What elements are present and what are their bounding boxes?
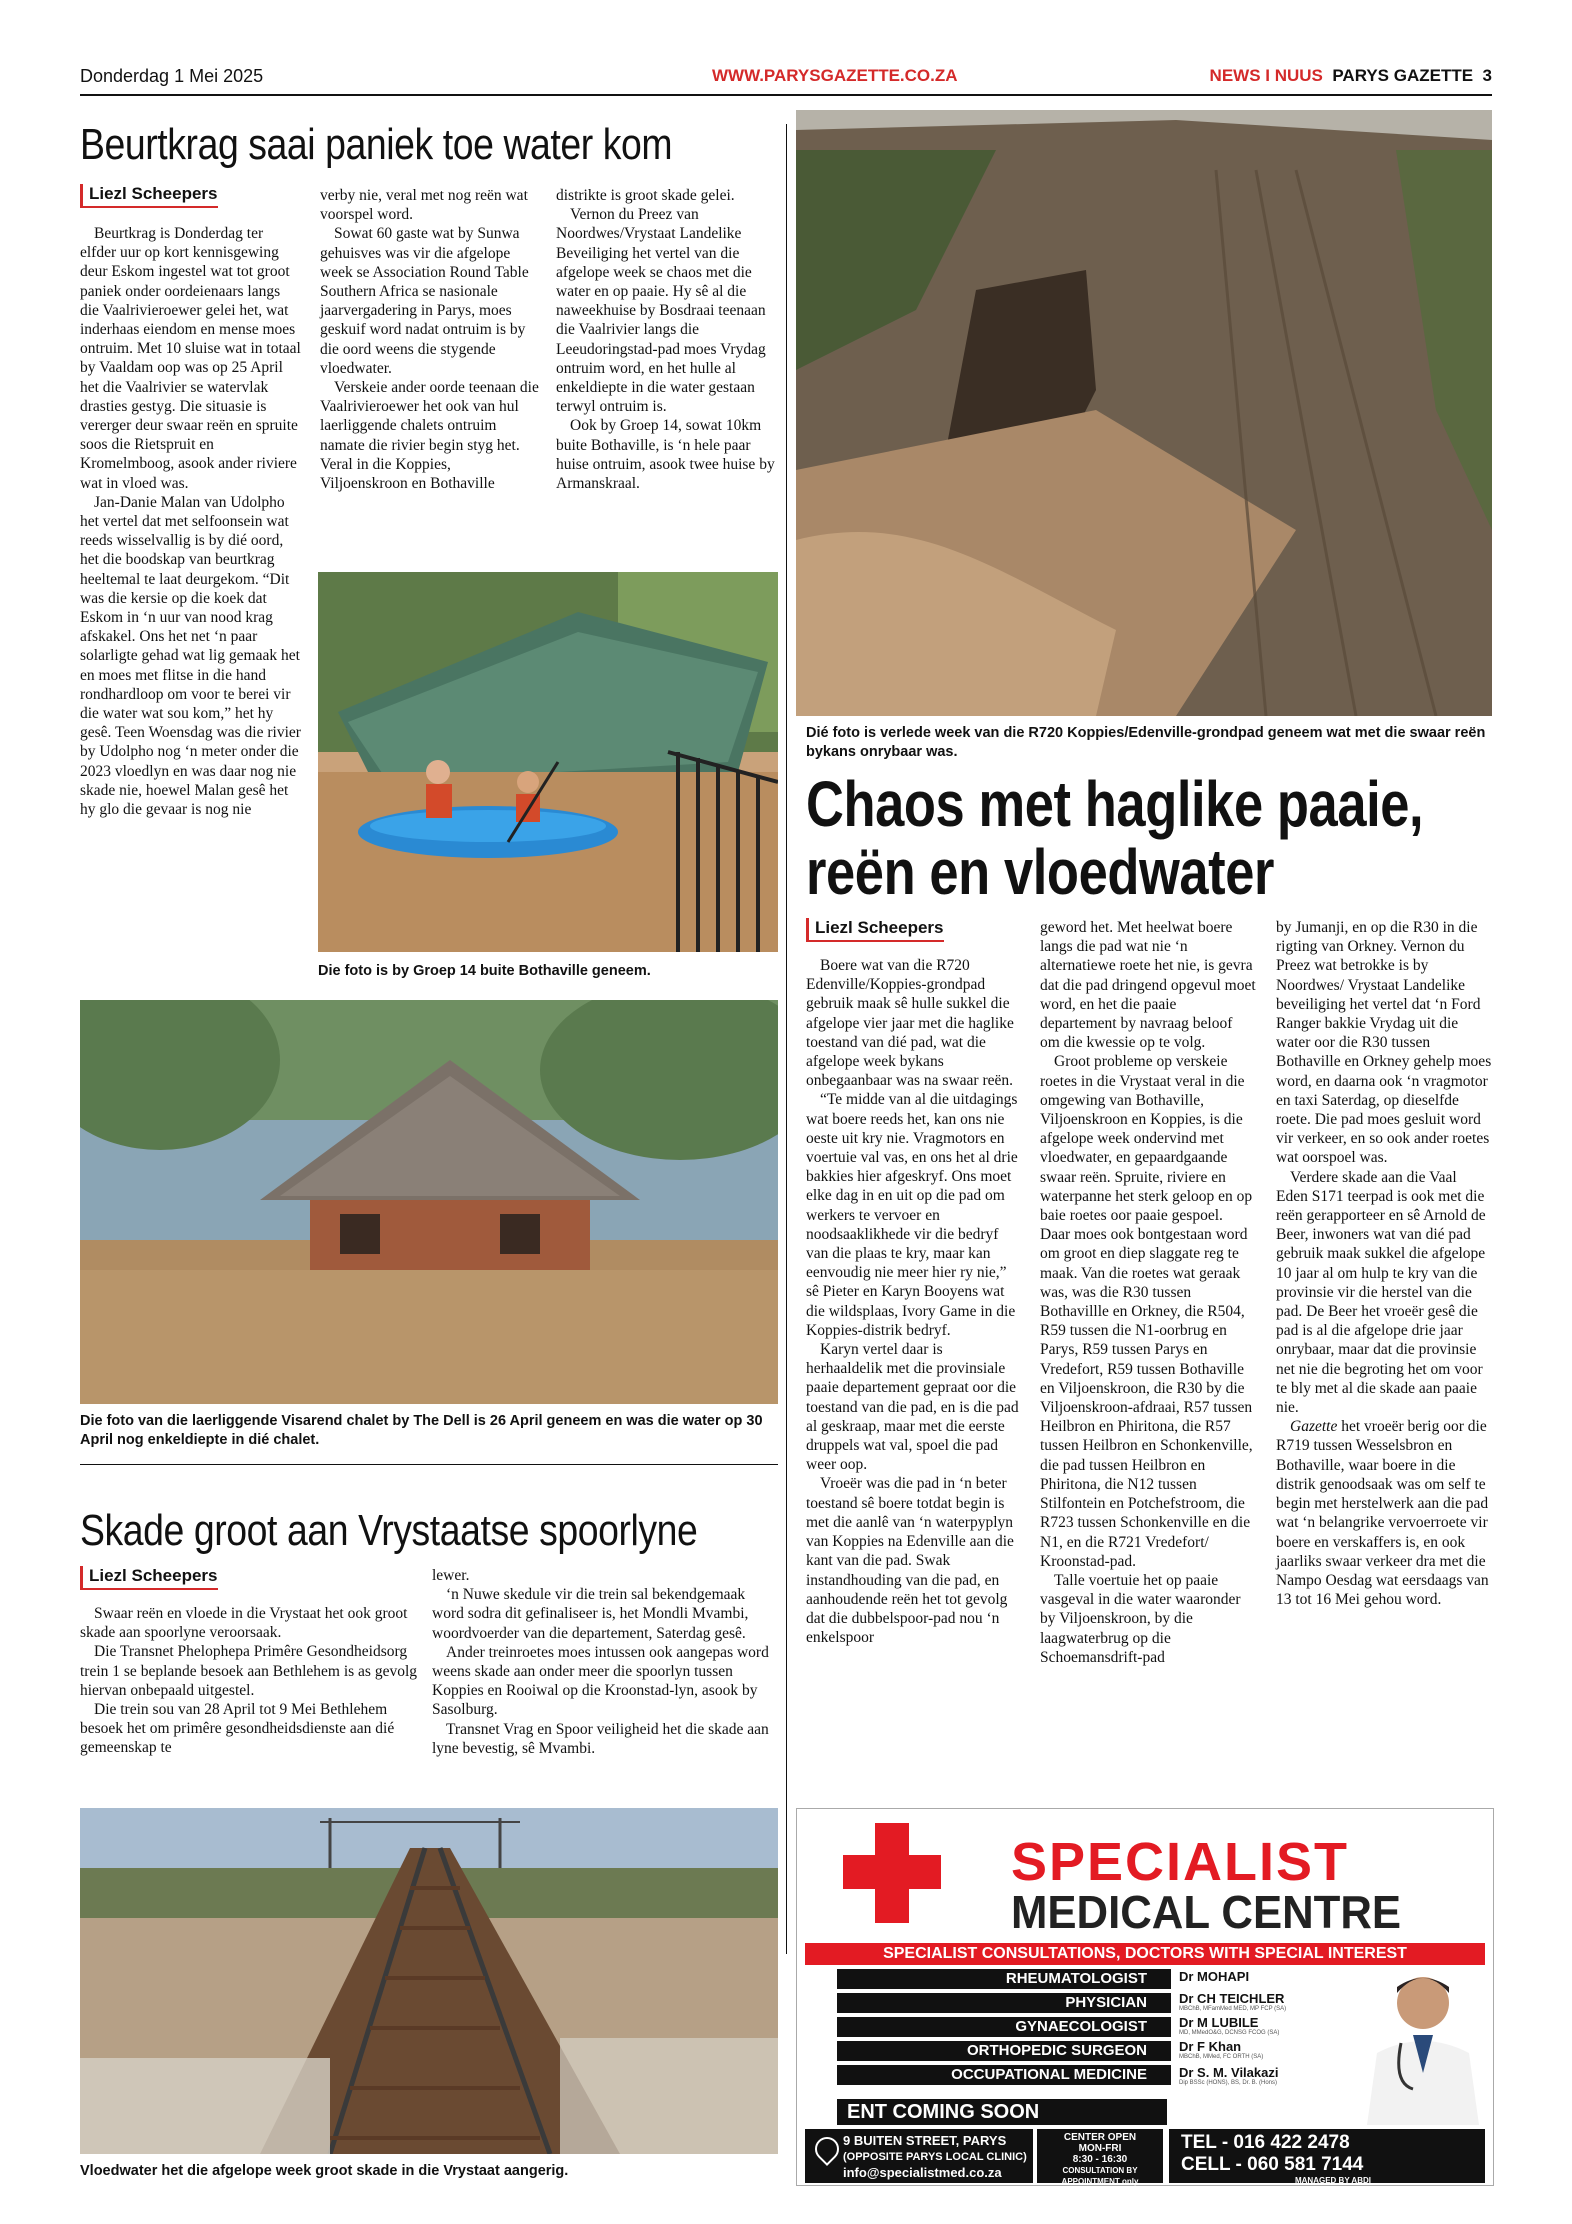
doctor-name: Dr MOHAPI	[1179, 1969, 1250, 1984]
ad-cell[interactable]: CELL - 060 581 7144	[1181, 2154, 1364, 2175]
paragraph: Ander treinroetes moes intussen ook aangepas word weens skade aan onder meer die spoorlyn tussen Koppies en Rooiwal op die Kroonstad-lyn, asook by Sasolburg.	[432, 1643, 769, 1719]
article2-byline: Liezl Scheepers	[80, 1566, 218, 1590]
ad-hours	[1037, 2129, 1163, 2186]
doctor-name: Dr F Khan	[1179, 2039, 1242, 2054]
gazette-italic: Gazette	[1290, 1418, 1338, 1436]
road-caption: Dié foto is verlede week van die R720 Koppies/Edenville-grondpad geneem wat met die swaar reën bykans onrybaar was.	[806, 725, 1486, 760]
article1-col2	[320, 186, 542, 493]
article1-byline: Liezl Scheepers	[80, 184, 218, 208]
ent-notice: ENT COMING SOON	[837, 2099, 1167, 2125]
paragraph: Karyn vertel daar is herhaaldelik met die provinsiale paaie departement gepraat oor die toestand van die pad, en is die pad al geskraap, maar met die eerste druppels wat val, spoel die pad weer oop.	[806, 1341, 1019, 1474]
article3-col2	[1040, 918, 1256, 1667]
address-line1: 9 BUITEN STREET, PARYS	[843, 2133, 1007, 2148]
doctor-2	[1179, 1991, 1286, 2012]
article1-headline: Beurtkrag saai paniek toe water kom	[80, 120, 673, 169]
section-label: NEWS I NUUS	[1209, 66, 1323, 85]
paragraph: Boere wat van die R720 Edenville/Koppies-grondpad gebruik maak sê hulle sukkel die afgelope vier jaar met die haglike toestand van dié pad, wat die afgelope week bykans onbegaanbaar was na swaar reën.	[806, 957, 1014, 1090]
paragraph: Vroeër was die pad in ‘n beter toestand sê boere totdat begin is met die aanlê van ‘n waterpyplyn van Koppies na Edenville aan die kant van die pad. Swak instandhouding van die pad, en aanhoudende reën het tot gevolg dat die dubbelspoor-pad nou ‘n enkelspoor	[806, 1475, 1014, 1647]
specialty-5: OCCUPATIONAL MEDICINE	[837, 2065, 1171, 2085]
paragraph	[1276, 1417, 1492, 1609]
article2-headline: Skade groot aan Vrystaatse spoorlyne	[80, 1506, 698, 1555]
hours-line: 8:30 - 16:30	[1072, 2154, 1128, 2165]
hours-line: APPOINTMENT only	[1061, 2177, 1139, 2186]
doctor-quals: MD, MMedO&G, DCNSG FCOG (SA)	[1179, 2030, 1280, 2036]
paragraph: Ook by Groep 14, sowat 10km buite Bothaville, is ‘n hele paar huise ontruim, asook twee huise by Armanskraal.	[556, 417, 775, 493]
specialty-2: PHYSICIAN	[837, 1993, 1171, 2013]
kayak-caption: Die foto is by Groep 14 buite Bothaville geneem.	[318, 963, 651, 979]
kayak-photo	[318, 572, 778, 952]
doctor-name: Dr CH TEICHLER	[1179, 1991, 1285, 2006]
paper-name: PARYS GAZETTE	[1332, 66, 1474, 85]
paragraph: geword het. Met heelwat boere langs die pad wat nie ‘n alternatiewe roete het nie, is gevra dat die pad dringend opgevul moet word, en het die paaie departement by navraag beloof om die kwessie op te volg.	[1040, 919, 1256, 1052]
website-link[interactable]: WWW.PARYSGAZETTE.CO.ZA	[712, 66, 958, 85]
doctor-4	[1179, 2039, 1263, 2060]
paragraph: Jan-Danie Malan van Udolpho het vertel dat met selfoonsein wat reeds wisselvallig is by dié oord, het die boodskap van beurtkrag heeltemal te laat deurgekom. “Dit was die kersie op die koek dat Eskom in ‘n uur van nood krag afskakel. Ons het net ‘n paar solarligte gehad wat lig gemaak het en moes met flitse in die hand rondhardloop om voor te berei vir die water wat sou kom,” het hy gesê. Teen Woensdag was die rivier by Udolpho nog ‘n meter onder die 2023 vloedlyn en was daar nog nie skade nie, hoewel Malan gesê het hy glo die gevaar is nog nie	[80, 493, 301, 819]
article1-col1	[80, 224, 302, 819]
hours-line: CONSULTATION BY	[1062, 2166, 1138, 2175]
ad-band: SPECIALIST CONSULTATIONS, DOCTORS WITH SPECIAL INTEREST	[805, 1943, 1485, 1965]
hours-line: MON-FRI	[1078, 2143, 1122, 2154]
header-rule	[80, 94, 1492, 96]
article3-headline	[806, 770, 1423, 906]
doctor-figure	[1357, 1963, 1487, 2125]
paragraph: by Jumanji, en op die R30 in die rigting van Orkney. Vernon du Preez wat betrokke is by Noordwes/ Vrystaat Landelike beveiliging het vertel dat ‘n Ford Ranger bakkie Vrydag uit die water oor die R30 tussen Bothaville en Orkney gehelp moes word, en daarna ook ‘n vragmotor en taxi Saterdag, op dieselfde roete. Die pad moes gesluit word vir verkeer, en so ook ander roetes wat oorspoel was.	[1276, 919, 1492, 1167]
article1-col3	[556, 186, 778, 493]
chalet-photo	[80, 1000, 778, 1404]
ad-email[interactable]: info@specialistmed.co.za	[843, 2165, 1002, 2180]
doctor-5	[1179, 2065, 1278, 2086]
railway-caption: Vloedwater het die afgelope week groot skade in die Vrystaat aangerig.	[80, 2163, 569, 2179]
paragraph: Verdere skade aan die Vaal Eden S171 teerpad is ook met die reën gerapporteer en sê Arnold de Beer, inwoners wat van dié pad gebruik maak sukkel die afgelope 10 jaar al om hulp te kry van die provinsie vir die herstel van die pad. De Beer het vroeër gesê die pad is al die afgelope drie jaar onrybaar, maar dat die provinsie net nie die begroting het om voor te bly met al die skade aan paaie nie.	[1276, 1168, 1486, 1417]
paragraph-rest: het vroeër berig oor die R719 tussen Wesselsbron en Bothaville, waar boere in die distrik genoodsaak was om self te begin met herstelwerk aan die pad wat ‘n belangrike vervoerroete vir boere en verskaffers is, en ook jaarliks swaar verkeer dra met die Nampo Oesdag wat eersdaags van 13 tot 16 Mei gehou word.	[1276, 1418, 1489, 1609]
doctor-quals: Dip BSSc (HONS), BS, Dr. B. (Hons)	[1179, 2080, 1278, 2086]
doctor-name: Dr S. M. Vilakazi	[1179, 2065, 1279, 2080]
doctor-name: Dr M LUBILE	[1179, 2015, 1259, 2030]
paragraph: Transnet Vrag en Spoor veiligheid het die skade aan lyne bevestig, sê Mvambi.	[432, 1720, 769, 1757]
location-pin-icon	[810, 2132, 844, 2166]
paragraph: Groot probleme op verskeie roetes in die Vrystaat veral in die omgewing van Bothaville, Viljoenskroon en Koppies, is die afgelope week ondervind met vloedwater, en gepaardgaande swaar reën. Spruite, riviere en waterpanne het sterk geloop en op baie roetes oor paaie gespoel. Daar moes ook bontgestaan word om groot en diep slaggate reg te maak. Van die roetes wat geraak was, was die R30 tussen Bothavillle en Orkney, die R504, R59 tussen die N1-oorbrug en Parys, R59 tussen Parys en Vredefort, R59 tussen Bothaville en Viljoenskroon, die R30 by die Viljoenskroon-afdraai, R57 tussen Heilbron en Phiritona, die R57 tussen Heilbron en Schonkenville, die pad tussen Heilbron en Phiritona, die N12 tussen Stilfontein en Potchefstroom, die R723 tussen Schonkenville en die N1, en die R721 Vredefort/ Kroonstad-pad.	[1040, 1053, 1253, 1570]
ad-title1: SPECIALIST	[1011, 1832, 1350, 1892]
paragraph: Sowat 60 gaste wat by Sunwa gehuisves was vir die afgelope week se Association Round Table Southern Africa se nasionale jaarvergadering in Parys, moes geskuif word nadat ontruim is by die oord weens die stygende vloedwater.	[320, 225, 529, 377]
paragraph: ‘n Nuwe skedule vir die trein sal bekendgemaak word sodra dit gefinaliseer is, het Mondli Mvambi, woordvoerder van die departement, Saterdag gesê.	[432, 1586, 749, 1642]
paragraph: Vernon du Preez van Noordwes/Vrystaat Landelike Beveiliging het vertel van die afgelope week se chaos met die water en op paaie. Hy sê al die naweekhuise by Bosdraai teenaan die Vaalrivier langs die Leeudoringstad-pad moes Vrydag ontruim word, en het hulle al enkeldiepte in die water gestaan terwyl ontruim is.	[556, 206, 766, 416]
ad-address	[805, 2129, 1033, 2183]
ad-managed: MANAGED BY ABDI	[1294, 2176, 1371, 2185]
paragraph: Die Transnet Phelophepa Primêre Gesondheidsorg trein 1 se beplande besoek aan Bethlehem is as gevolg hiervan onbepaald uitgestel.	[80, 1643, 418, 1699]
paragraph: Swaar reën en vloede in die Vrystaat het ook groot skade aan spoorlyne veroorsaak.	[80, 1605, 408, 1642]
specialty-1: RHEUMATOLOGIST	[837, 1969, 1171, 1989]
doctor-1	[1179, 1969, 1249, 1984]
doctor-3	[1179, 2015, 1279, 2036]
article3-col1	[806, 956, 1022, 1647]
headline-line2: reën en vloedwater	[806, 836, 1275, 908]
chalet-caption: Die foto van die laerliggende Visarend chalet by The Dell is 26 April geneem en was die water op 30 April nog enkeldiepte in dié chalet.	[80, 1413, 763, 1448]
article3-byline: Liezl Scheepers	[806, 918, 944, 942]
paragraph: verby nie, veral met nog reën wat voorspel word.	[320, 187, 528, 224]
medical-centre-ad	[796, 1808, 1494, 2186]
article2-col1	[80, 1604, 418, 1758]
red-cross-icon-bar	[843, 1855, 941, 1889]
divider	[80, 1464, 778, 1465]
issue-date: Donderdag 1 Mei 2025	[80, 66, 264, 86]
column-rule	[786, 124, 787, 1954]
specialty-4: ORTHOPEDIC SURGEON	[837, 2041, 1171, 2061]
paragraph: Verskeie ander oorde teenaan die Vaalrivieroewer het ook van hul laerliggende chalets ontruim namate die rivier begin styg het. Veral in die Koppies, Viljoenskroon en Bothaville	[320, 379, 539, 493]
page-masthead	[1210, 66, 1492, 86]
muddy-road-photo	[796, 110, 1492, 716]
headline-line1: Chaos met haglike paaie,	[806, 768, 1424, 840]
doctor-quals: MBChB, MMed, FC ORTH (SA)	[1179, 2054, 1264, 2060]
paragraph: lewer.	[432, 1567, 470, 1584]
doctor-quals: MBChB, MFamMed MED, MP FCP (SA)	[1179, 2006, 1287, 2012]
address-line2: (OPPOSITE PARYS LOCAL CLINIC)	[843, 2151, 1027, 2163]
specialty-3: GYNAECOLOGIST	[837, 2017, 1171, 2037]
paragraph: “Te midde van al die uitdagings wat boere reeds het, kan ons nie oeste uit kry nie. Vragmotors en voertuie val vas, en ons het al drie bakkies hier afgeskryf. Ons moet elke dag in en uit op die pad om werkers te vervoer en noodsaaklikhede vir die bedryf van die plaas te kry, maar kan eenvoudig nie meer hier ry nie,” sê Pieter en Karyn Booyens wat die wildsplaas, Ivory Game in die Koppies-distrik bedryf.	[806, 1091, 1018, 1339]
ad-contact	[1169, 2129, 1485, 2183]
paragraph: distrikte is groot skade gelei.	[556, 187, 735, 204]
page-number: 3	[1482, 66, 1492, 85]
article2-col2	[432, 1566, 778, 1758]
paragraph: Beurtkrag is Donderdag ter elfder uur op kort kennisgewing deur Eskom ingestel wat tot groot paniek onder oordeienaars langs die Vaalrivieroewer gelei het, wat inderhaas eiendom en mense moes ontruim. Met 10 sluise wat in totaal by Vaaldam oop was op 25 April het die Vaalrivier se watervlak drasties gestyg. Die situasie is vererger deur swaar reën en spruite soos die Rietspruit en Kromelmboog, asook ander riviere wat in vloed was.	[80, 225, 301, 492]
article3-col3	[1276, 918, 1492, 1609]
ad-tel[interactable]: TEL - 016 422 2478	[1181, 2132, 1350, 2153]
paragraph: Talle voertuie het op paaie vasgeval in die water waaronder by Viljoenskroon, by die laagwaterbrug op die Schoemansdrift-pad	[1040, 1571, 1241, 1666]
paragraph: Die trein sou van 28 April tot 9 Mei Bethlehem besoek het om primêre gesondheidsdienste aan dié gemeenskap te	[80, 1701, 395, 1757]
railway-photo	[80, 1808, 778, 2154]
hours-line: CENTER OPEN	[1063, 2132, 1137, 2143]
ad-title2: MEDICAL CENTRE	[1011, 1886, 1402, 1938]
